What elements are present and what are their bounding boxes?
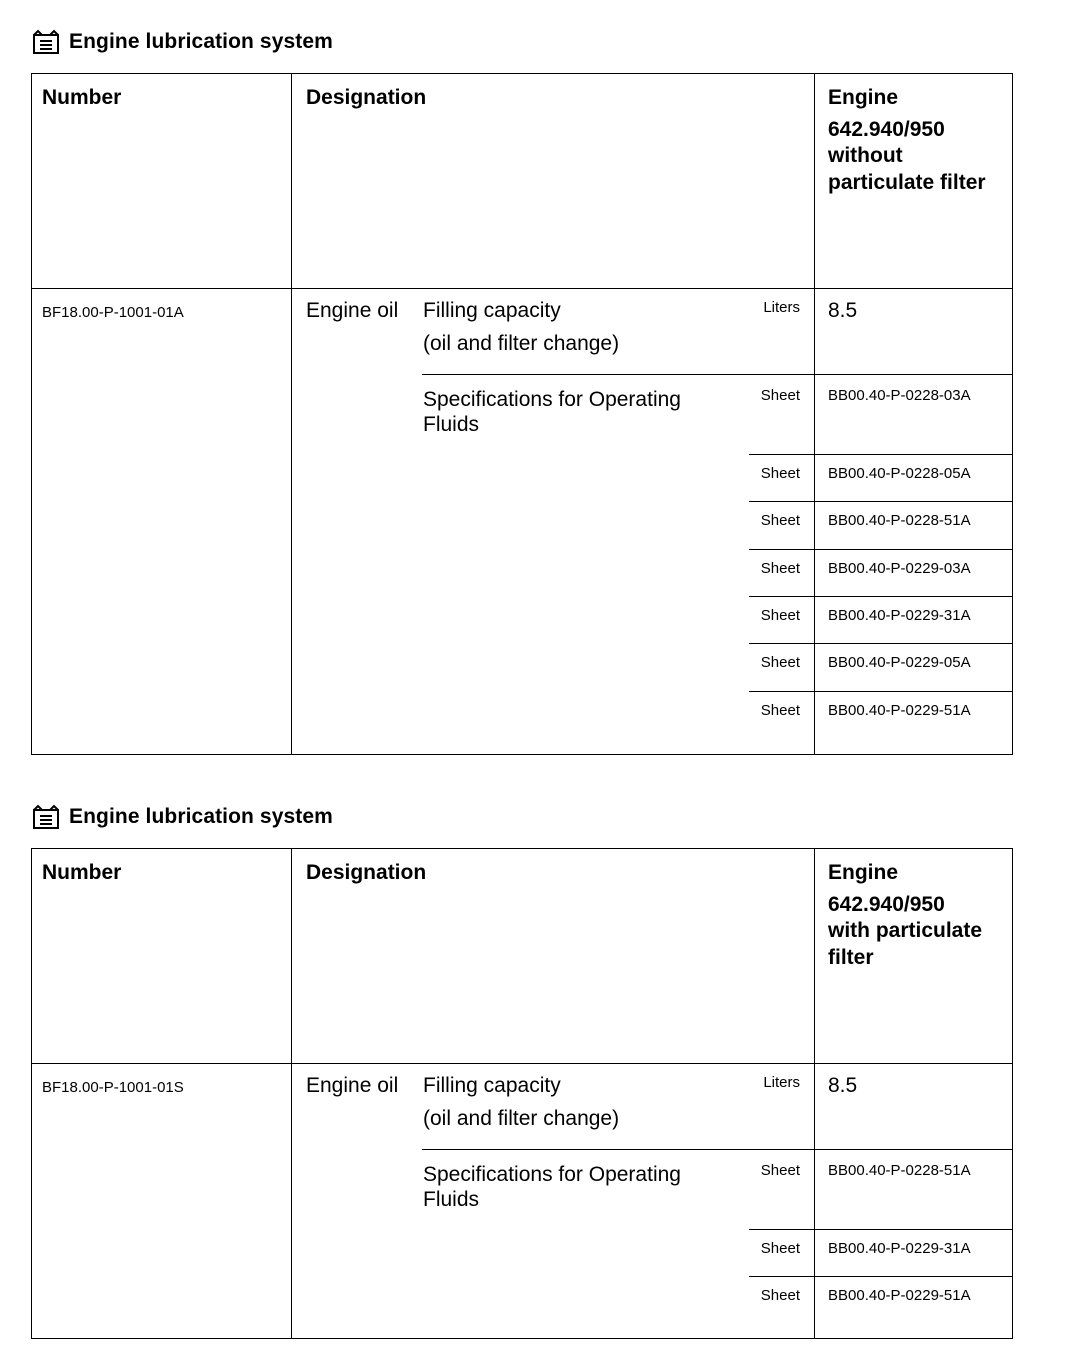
header-number: Number	[42, 861, 122, 884]
capacity-unit: Liters	[763, 1074, 800, 1091]
sheet-unit: Sheet	[760, 1240, 800, 1257]
row-item: Engine oil	[306, 299, 399, 322]
section-title	[32, 26, 333, 58]
sheet-value: BB00.40-P-0228-05A	[828, 465, 971, 482]
sheet-unit: Sheet	[760, 1287, 800, 1304]
row-divider	[749, 549, 1012, 550]
section-title	[32, 801, 333, 833]
sheet-unit: Sheet	[760, 465, 800, 482]
lubrication-table	[31, 73, 1013, 755]
section-title-text: Engine lubrication system	[69, 805, 333, 828]
oil-can-icon	[32, 29, 60, 55]
sheet-value: BB00.40-P-0229-31A	[828, 607, 971, 624]
column-divider	[814, 849, 815, 1338]
sheet-value: BB00.40-P-0228-51A	[828, 512, 971, 529]
spec-label: Specifications for Operating	[423, 388, 681, 411]
sheet-unit: Sheet	[760, 560, 800, 577]
row-divider	[749, 1229, 1012, 1230]
sheet-value: BB00.40-P-0228-51A	[828, 1162, 971, 1179]
row-divider	[749, 454, 1012, 455]
header-engine-label: Engine	[828, 861, 899, 884]
header-designation: Designation	[306, 86, 427, 109]
header-engine-model: 642.940/950	[828, 893, 945, 916]
row-number: BF18.00-P-1001-01A	[42, 304, 184, 321]
lubrication-table	[31, 848, 1013, 1339]
spec-label: Fluids	[423, 413, 480, 436]
sheet-value: BB00.40-P-0229-51A	[828, 1287, 971, 1304]
row-divider	[749, 643, 1012, 644]
header-engine-label: Engine	[828, 86, 899, 109]
header-engine-model: 642.940/950	[828, 118, 945, 141]
column-divider	[814, 74, 815, 754]
sheet-value: BB00.40-P-0228-03A	[828, 387, 971, 404]
spec-label: Fluids	[423, 1188, 480, 1211]
sheet-value: BB00.40-P-0229-31A	[828, 1240, 971, 1257]
row-divider	[422, 374, 1012, 375]
header-engine-variant: with particulate filter	[828, 919, 983, 969]
oil-can-icon	[32, 804, 60, 830]
capacity-label: Filling capacity	[423, 1074, 561, 1097]
sheet-unit: Sheet	[760, 654, 800, 671]
row-divider	[422, 1149, 1012, 1150]
sheet-unit: Sheet	[760, 607, 800, 624]
sheet-unit: Sheet	[760, 387, 800, 404]
sheet-unit: Sheet	[760, 702, 800, 719]
capacity-unit: Liters	[763, 299, 800, 316]
capacity-value: 8.5	[828, 299, 858, 322]
header-divider	[32, 288, 1012, 289]
column-divider	[291, 74, 292, 754]
sheet-value: BB00.40-P-0229-05A	[828, 654, 971, 671]
capacity-note: (oil and filter change)	[423, 332, 620, 355]
spec-label: Specifications for Operating	[423, 1163, 681, 1186]
header-designation: Designation	[306, 861, 427, 884]
row-divider	[749, 501, 1012, 502]
row-divider	[749, 596, 1012, 597]
capacity-value: 8.5	[828, 1074, 858, 1097]
row-divider	[749, 691, 1012, 692]
capacity-label: Filling capacity	[423, 299, 561, 322]
sheet-unit: Sheet	[760, 1162, 800, 1179]
capacity-note: (oil and filter change)	[423, 1107, 620, 1130]
row-divider	[749, 1276, 1012, 1277]
column-divider	[291, 849, 292, 1338]
header-divider	[32, 1063, 1012, 1064]
sheet-value: BB00.40-P-0229-03A	[828, 560, 971, 577]
row-item: Engine oil	[306, 1074, 399, 1097]
section-title-text: Engine lubrication system	[69, 30, 333, 53]
row-number: BF18.00-P-1001-01S	[42, 1079, 184, 1096]
header-engine-variant: without particulate filter	[828, 144, 986, 194]
sheet-unit: Sheet	[760, 512, 800, 529]
sheet-value: BB00.40-P-0229-51A	[828, 702, 971, 719]
header-number: Number	[42, 86, 122, 109]
